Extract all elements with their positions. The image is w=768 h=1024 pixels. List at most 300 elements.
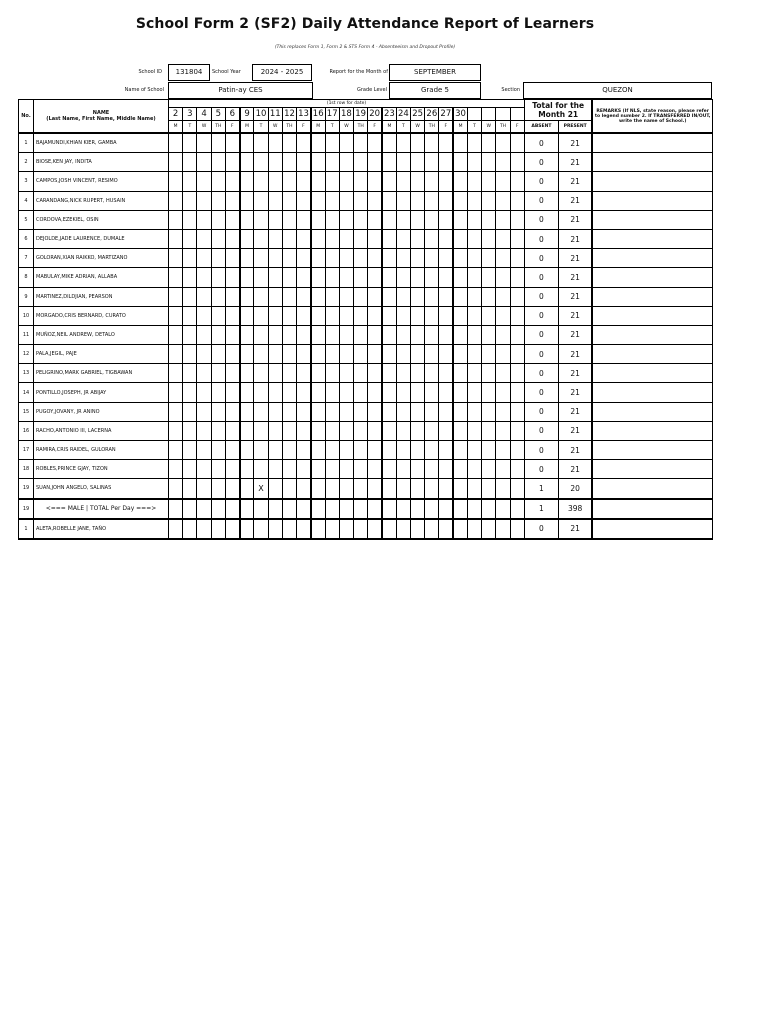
attendance-cell[interactable] bbox=[467, 191, 481, 210]
attendance-cell[interactable] bbox=[297, 402, 311, 421]
attendance-cell[interactable] bbox=[240, 519, 254, 539]
attendance-cell[interactable] bbox=[467, 229, 481, 248]
attendance-cell[interactable] bbox=[496, 133, 510, 153]
attendance-cell[interactable] bbox=[396, 460, 410, 479]
attendance-cell[interactable] bbox=[169, 460, 183, 479]
attendance-cell[interactable] bbox=[425, 325, 439, 344]
attendance-cell[interactable] bbox=[325, 172, 339, 191]
attendance-cell[interactable] bbox=[339, 210, 353, 229]
school-year-field[interactable]: 2024 - 2025 bbox=[252, 64, 312, 81]
attendance-cell[interactable] bbox=[467, 133, 481, 153]
attendance-cell[interactable] bbox=[368, 441, 382, 460]
attendance-cell[interactable] bbox=[368, 153, 382, 172]
attendance-cell[interactable] bbox=[467, 249, 481, 268]
attendance-cell[interactable] bbox=[254, 133, 268, 153]
attendance-cell[interactable] bbox=[354, 345, 368, 364]
attendance-cell[interactable] bbox=[297, 441, 311, 460]
attendance-cell[interactable] bbox=[311, 229, 325, 248]
attendance-cell[interactable] bbox=[439, 479, 453, 499]
attendance-cell[interactable] bbox=[467, 325, 481, 344]
attendance-cell[interactable] bbox=[268, 441, 282, 460]
attendance-cell[interactable] bbox=[268, 479, 282, 499]
attendance-cell[interactable] bbox=[410, 519, 424, 539]
attendance-cell[interactable] bbox=[197, 325, 211, 344]
attendance-cell[interactable] bbox=[240, 249, 254, 268]
attendance-cell[interactable] bbox=[240, 210, 254, 229]
attendance-cell[interactable] bbox=[453, 133, 467, 153]
attendance-cell[interactable] bbox=[482, 402, 496, 421]
attendance-cell[interactable] bbox=[339, 229, 353, 248]
attendance-cell[interactable] bbox=[268, 364, 282, 383]
attendance-cell[interactable] bbox=[240, 402, 254, 421]
attendance-cell[interactable] bbox=[396, 441, 410, 460]
attendance-cell[interactable] bbox=[197, 191, 211, 210]
attendance-cell[interactable] bbox=[339, 364, 353, 383]
attendance-cell[interactable] bbox=[396, 153, 410, 172]
attendance-cell[interactable] bbox=[410, 249, 424, 268]
attendance-cell[interactable] bbox=[311, 402, 325, 421]
attendance-cell[interactable] bbox=[382, 306, 396, 325]
attendance-cell[interactable] bbox=[496, 287, 510, 306]
attendance-cell[interactable] bbox=[240, 441, 254, 460]
attendance-cell[interactable] bbox=[211, 268, 225, 287]
attendance-cell[interactable] bbox=[197, 153, 211, 172]
attendance-cell[interactable] bbox=[225, 325, 239, 344]
attendance-cell[interactable] bbox=[225, 172, 239, 191]
attendance-cell[interactable] bbox=[339, 479, 353, 499]
attendance-cell[interactable] bbox=[240, 191, 254, 210]
attendance-cell[interactable] bbox=[439, 249, 453, 268]
attendance-cell[interactable] bbox=[169, 306, 183, 325]
attendance-cell[interactable] bbox=[439, 325, 453, 344]
attendance-cell[interactable] bbox=[410, 479, 424, 499]
attendance-cell[interactable] bbox=[183, 191, 197, 210]
attendance-cell[interactable] bbox=[254, 153, 268, 172]
attendance-cell[interactable] bbox=[496, 402, 510, 421]
attendance-cell[interactable] bbox=[225, 153, 239, 172]
attendance-cell[interactable] bbox=[183, 268, 197, 287]
attendance-cell[interactable] bbox=[482, 306, 496, 325]
attendance-cell[interactable] bbox=[496, 383, 510, 402]
attendance-cell[interactable] bbox=[425, 364, 439, 383]
attendance-cell[interactable] bbox=[510, 268, 524, 287]
attendance-cell[interactable] bbox=[496, 325, 510, 344]
attendance-cell[interactable] bbox=[339, 153, 353, 172]
attendance-cell[interactable] bbox=[439, 210, 453, 229]
attendance-cell[interactable] bbox=[268, 229, 282, 248]
attendance-cell[interactable] bbox=[211, 306, 225, 325]
attendance-cell[interactable] bbox=[268, 402, 282, 421]
attendance-cell[interactable] bbox=[211, 364, 225, 383]
attendance-cell[interactable] bbox=[197, 229, 211, 248]
attendance-cell[interactable] bbox=[197, 172, 211, 191]
attendance-cell[interactable] bbox=[325, 441, 339, 460]
attendance-cell[interactable] bbox=[354, 191, 368, 210]
attendance-cell[interactable] bbox=[211, 441, 225, 460]
attendance-cell[interactable] bbox=[282, 519, 296, 539]
attendance-cell[interactable] bbox=[311, 383, 325, 402]
attendance-cell[interactable] bbox=[211, 153, 225, 172]
attendance-cell[interactable] bbox=[225, 402, 239, 421]
remarks-cell[interactable] bbox=[592, 249, 712, 268]
attendance-cell[interactable] bbox=[410, 229, 424, 248]
attendance-cell[interactable] bbox=[354, 325, 368, 344]
remarks-cell[interactable] bbox=[592, 460, 712, 479]
attendance-cell[interactable] bbox=[482, 133, 496, 153]
attendance-cell[interactable] bbox=[410, 153, 424, 172]
attendance-cell[interactable] bbox=[382, 479, 396, 499]
attendance-cell[interactable] bbox=[197, 133, 211, 153]
attendance-cell[interactable] bbox=[268, 421, 282, 440]
attendance-cell[interactable] bbox=[240, 364, 254, 383]
remarks-cell[interactable] bbox=[592, 287, 712, 306]
attendance-cell[interactable] bbox=[311, 460, 325, 479]
attendance-cell[interactable] bbox=[482, 479, 496, 499]
attendance-cell[interactable] bbox=[496, 519, 510, 539]
attendance-cell[interactable] bbox=[354, 519, 368, 539]
attendance-cell[interactable] bbox=[467, 402, 481, 421]
attendance-cell[interactable] bbox=[183, 133, 197, 153]
attendance-cell[interactable] bbox=[354, 402, 368, 421]
attendance-cell[interactable] bbox=[339, 383, 353, 402]
attendance-cell[interactable] bbox=[368, 268, 382, 287]
attendance-cell[interactable] bbox=[297, 421, 311, 440]
attendance-cell[interactable] bbox=[396, 133, 410, 153]
attendance-cell[interactable] bbox=[410, 287, 424, 306]
attendance-cell[interactable] bbox=[382, 268, 396, 287]
attendance-cell[interactable] bbox=[297, 268, 311, 287]
attendance-cell[interactable] bbox=[297, 325, 311, 344]
attendance-cell[interactable] bbox=[496, 249, 510, 268]
attendance-cell[interactable] bbox=[510, 153, 524, 172]
attendance-cell[interactable] bbox=[496, 364, 510, 383]
remarks-cell[interactable] bbox=[592, 191, 712, 210]
attendance-cell[interactable] bbox=[396, 421, 410, 440]
remarks-cell[interactable] bbox=[592, 479, 712, 499]
attendance-cell[interactable] bbox=[169, 441, 183, 460]
attendance-cell[interactable] bbox=[439, 460, 453, 479]
remarks-cell[interactable] bbox=[592, 364, 712, 383]
attendance-cell[interactable] bbox=[354, 441, 368, 460]
attendance-cell[interactable] bbox=[510, 229, 524, 248]
attendance-cell[interactable] bbox=[354, 364, 368, 383]
attendance-cell[interactable] bbox=[240, 479, 254, 499]
attendance-cell[interactable] bbox=[311, 364, 325, 383]
attendance-cell[interactable] bbox=[254, 249, 268, 268]
attendance-cell[interactable] bbox=[325, 479, 339, 499]
attendance-cell[interactable] bbox=[396, 249, 410, 268]
attendance-cell[interactable] bbox=[354, 306, 368, 325]
attendance-cell[interactable] bbox=[453, 210, 467, 229]
attendance-cell[interactable] bbox=[311, 519, 325, 539]
attendance-cell[interactable] bbox=[368, 460, 382, 479]
attendance-cell[interactable] bbox=[339, 519, 353, 539]
attendance-cell[interactable] bbox=[325, 249, 339, 268]
attendance-cell[interactable] bbox=[510, 383, 524, 402]
attendance-cell[interactable] bbox=[396, 287, 410, 306]
attendance-cell[interactable] bbox=[325, 191, 339, 210]
attendance-cell[interactable] bbox=[211, 249, 225, 268]
attendance-cell[interactable] bbox=[311, 479, 325, 499]
remarks-cell[interactable] bbox=[592, 172, 712, 191]
attendance-cell[interactable] bbox=[453, 383, 467, 402]
attendance-cell[interactable] bbox=[354, 479, 368, 499]
attendance-cell[interactable] bbox=[482, 345, 496, 364]
attendance-cell[interactable] bbox=[169, 421, 183, 440]
attendance-cell[interactable] bbox=[297, 479, 311, 499]
attendance-cell[interactable] bbox=[425, 345, 439, 364]
attendance-cell[interactable] bbox=[368, 210, 382, 229]
attendance-cell[interactable] bbox=[453, 345, 467, 364]
attendance-cell[interactable] bbox=[240, 229, 254, 248]
attendance-cell[interactable] bbox=[297, 364, 311, 383]
remarks-cell[interactable] bbox=[592, 210, 712, 229]
attendance-cell[interactable] bbox=[297, 306, 311, 325]
attendance-cell[interactable] bbox=[311, 345, 325, 364]
remarks-cell[interactable] bbox=[592, 383, 712, 402]
attendance-cell[interactable] bbox=[311, 133, 325, 153]
attendance-cell[interactable] bbox=[339, 268, 353, 287]
attendance-cell[interactable] bbox=[396, 402, 410, 421]
attendance-cell[interactable] bbox=[225, 345, 239, 364]
attendance-cell[interactable] bbox=[510, 210, 524, 229]
attendance-cell[interactable] bbox=[439, 364, 453, 383]
attendance-cell[interactable] bbox=[467, 172, 481, 191]
attendance-cell[interactable] bbox=[211, 133, 225, 153]
attendance-cell[interactable] bbox=[311, 287, 325, 306]
attendance-cell[interactable] bbox=[183, 229, 197, 248]
attendance-cell[interactable] bbox=[339, 441, 353, 460]
attendance-cell[interactable] bbox=[439, 153, 453, 172]
attendance-cell[interactable] bbox=[396, 268, 410, 287]
attendance-cell[interactable] bbox=[410, 421, 424, 440]
attendance-cell[interactable] bbox=[396, 210, 410, 229]
attendance-cell[interactable] bbox=[410, 345, 424, 364]
attendance-cell[interactable] bbox=[240, 383, 254, 402]
attendance-cell[interactable] bbox=[240, 268, 254, 287]
attendance-cell[interactable] bbox=[169, 172, 183, 191]
attendance-cell[interactable] bbox=[211, 345, 225, 364]
attendance-cell[interactable] bbox=[467, 306, 481, 325]
attendance-cell[interactable] bbox=[439, 402, 453, 421]
attendance-cell[interactable] bbox=[354, 421, 368, 440]
attendance-cell[interactable] bbox=[396, 172, 410, 191]
attendance-cell[interactable] bbox=[282, 345, 296, 364]
attendance-cell[interactable] bbox=[482, 268, 496, 287]
attendance-cell[interactable] bbox=[183, 153, 197, 172]
attendance-cell[interactable] bbox=[482, 441, 496, 460]
attendance-cell[interactable] bbox=[482, 229, 496, 248]
attendance-cell[interactable] bbox=[311, 325, 325, 344]
attendance-cell[interactable] bbox=[183, 364, 197, 383]
remarks-cell[interactable] bbox=[592, 441, 712, 460]
attendance-cell[interactable] bbox=[297, 172, 311, 191]
attendance-cell[interactable] bbox=[297, 287, 311, 306]
attendance-cell[interactable] bbox=[268, 210, 282, 229]
attendance-cell[interactable] bbox=[211, 479, 225, 499]
attendance-cell[interactable] bbox=[382, 383, 396, 402]
attendance-cell[interactable] bbox=[368, 287, 382, 306]
attendance-cell[interactable] bbox=[254, 364, 268, 383]
attendance-cell[interactable] bbox=[339, 172, 353, 191]
attendance-cell[interactable] bbox=[282, 479, 296, 499]
attendance-cell[interactable] bbox=[211, 191, 225, 210]
attendance-cell[interactable] bbox=[311, 191, 325, 210]
attendance-cell[interactable] bbox=[282, 421, 296, 440]
attendance-cell[interactable] bbox=[268, 345, 282, 364]
attendance-cell[interactable] bbox=[325, 402, 339, 421]
attendance-cell[interactable] bbox=[510, 519, 524, 539]
attendance-cell[interactable] bbox=[169, 402, 183, 421]
attendance-cell[interactable] bbox=[169, 249, 183, 268]
attendance-cell[interactable] bbox=[368, 479, 382, 499]
attendance-cell[interactable] bbox=[425, 249, 439, 268]
remarks-cell[interactable] bbox=[592, 229, 712, 248]
attendance-cell[interactable] bbox=[169, 191, 183, 210]
attendance-cell[interactable] bbox=[311, 249, 325, 268]
attendance-cell[interactable] bbox=[339, 460, 353, 479]
attendance-cell[interactable] bbox=[183, 441, 197, 460]
attendance-cell[interactable] bbox=[439, 229, 453, 248]
attendance-cell[interactable] bbox=[240, 460, 254, 479]
attendance-cell[interactable] bbox=[425, 306, 439, 325]
attendance-cell[interactable] bbox=[282, 364, 296, 383]
attendance-cell[interactable] bbox=[183, 325, 197, 344]
attendance-cell[interactable] bbox=[325, 287, 339, 306]
remarks-cell[interactable] bbox=[592, 153, 712, 172]
attendance-cell[interactable] bbox=[410, 268, 424, 287]
attendance-cell[interactable] bbox=[225, 519, 239, 539]
attendance-cell[interactable] bbox=[211, 383, 225, 402]
report-month-field[interactable]: SEPTEMBER bbox=[389, 64, 481, 81]
attendance-cell[interactable] bbox=[197, 460, 211, 479]
attendance-cell[interactable] bbox=[439, 287, 453, 306]
attendance-cell[interactable] bbox=[382, 287, 396, 306]
attendance-cell[interactable] bbox=[496, 345, 510, 364]
attendance-cell[interactable] bbox=[169, 268, 183, 287]
attendance-cell[interactable] bbox=[169, 325, 183, 344]
remarks-cell[interactable] bbox=[592, 306, 712, 325]
attendance-cell[interactable] bbox=[482, 421, 496, 440]
attendance-cell[interactable] bbox=[496, 191, 510, 210]
attendance-cell[interactable] bbox=[325, 306, 339, 325]
attendance-cell[interactable] bbox=[354, 287, 368, 306]
attendance-cell[interactable] bbox=[482, 383, 496, 402]
attendance-cell[interactable] bbox=[368, 172, 382, 191]
attendance-cell[interactable] bbox=[169, 345, 183, 364]
attendance-cell[interactable] bbox=[453, 364, 467, 383]
attendance-cell[interactable] bbox=[240, 306, 254, 325]
attendance-cell[interactable] bbox=[439, 191, 453, 210]
attendance-cell[interactable] bbox=[325, 519, 339, 539]
attendance-cell[interactable] bbox=[439, 441, 453, 460]
attendance-cell[interactable] bbox=[183, 421, 197, 440]
attendance-cell[interactable] bbox=[268, 191, 282, 210]
attendance-cell[interactable] bbox=[482, 191, 496, 210]
attendance-cell[interactable] bbox=[169, 133, 183, 153]
attendance-cell[interactable] bbox=[254, 172, 268, 191]
attendance-cell[interactable] bbox=[183, 479, 197, 499]
attendance-cell[interactable] bbox=[325, 229, 339, 248]
attendance-cell[interactable] bbox=[197, 519, 211, 539]
school-name-field[interactable]: Patin-ay CES bbox=[168, 82, 313, 99]
attendance-cell[interactable] bbox=[467, 210, 481, 229]
attendance-cell[interactable] bbox=[254, 287, 268, 306]
attendance-cell[interactable] bbox=[240, 133, 254, 153]
attendance-cell[interactable] bbox=[368, 229, 382, 248]
attendance-cell[interactable] bbox=[496, 268, 510, 287]
attendance-cell[interactable] bbox=[183, 402, 197, 421]
attendance-cell[interactable] bbox=[254, 229, 268, 248]
attendance-cell[interactable] bbox=[325, 345, 339, 364]
attendance-cell[interactable] bbox=[410, 210, 424, 229]
attendance-cell[interactable] bbox=[254, 191, 268, 210]
attendance-cell[interactable] bbox=[282, 268, 296, 287]
attendance-cell[interactable] bbox=[382, 325, 396, 344]
attendance-cell[interactable] bbox=[254, 383, 268, 402]
attendance-cell[interactable] bbox=[510, 249, 524, 268]
attendance-cell[interactable] bbox=[225, 191, 239, 210]
attendance-cell[interactable] bbox=[339, 287, 353, 306]
attendance-cell[interactable] bbox=[510, 421, 524, 440]
attendance-cell[interactable] bbox=[453, 287, 467, 306]
attendance-cell[interactable] bbox=[425, 133, 439, 153]
attendance-cell[interactable] bbox=[425, 460, 439, 479]
attendance-cell[interactable] bbox=[425, 421, 439, 440]
attendance-cell[interactable] bbox=[510, 325, 524, 344]
attendance-cell[interactable] bbox=[282, 402, 296, 421]
attendance-cell[interactable] bbox=[254, 345, 268, 364]
attendance-cell[interactable] bbox=[425, 383, 439, 402]
attendance-cell[interactable] bbox=[282, 153, 296, 172]
remarks-cell[interactable] bbox=[592, 268, 712, 287]
school-id-field[interactable]: 131804 bbox=[168, 64, 210, 81]
attendance-cell[interactable] bbox=[268, 325, 282, 344]
attendance-cell[interactable] bbox=[354, 172, 368, 191]
attendance-cell[interactable] bbox=[467, 268, 481, 287]
attendance-cell[interactable] bbox=[297, 153, 311, 172]
attendance-cell[interactable] bbox=[240, 421, 254, 440]
attendance-cell[interactable] bbox=[410, 364, 424, 383]
attendance-cell[interactable] bbox=[467, 364, 481, 383]
attendance-cell[interactable] bbox=[354, 383, 368, 402]
attendance-cell[interactable] bbox=[240, 325, 254, 344]
attendance-cell[interactable] bbox=[439, 383, 453, 402]
attendance-cell[interactable] bbox=[467, 345, 481, 364]
attendance-cell[interactable] bbox=[311, 421, 325, 440]
attendance-cell[interactable] bbox=[268, 519, 282, 539]
attendance-cell[interactable] bbox=[453, 191, 467, 210]
attendance-cell[interactable] bbox=[368, 383, 382, 402]
attendance-cell[interactable] bbox=[282, 306, 296, 325]
attendance-cell[interactable] bbox=[410, 306, 424, 325]
attendance-cell[interactable] bbox=[183, 287, 197, 306]
attendance-cell[interactable] bbox=[282, 229, 296, 248]
attendance-cell[interactable] bbox=[297, 345, 311, 364]
attendance-cell[interactable] bbox=[325, 268, 339, 287]
attendance-cell[interactable] bbox=[268, 306, 282, 325]
attendance-cell[interactable] bbox=[225, 460, 239, 479]
attendance-cell[interactable] bbox=[268, 268, 282, 287]
attendance-cell[interactable] bbox=[467, 383, 481, 402]
attendance-cell[interactable] bbox=[439, 519, 453, 539]
attendance-cell[interactable] bbox=[254, 402, 268, 421]
attendance-cell[interactable] bbox=[496, 153, 510, 172]
attendance-cell[interactable] bbox=[211, 229, 225, 248]
attendance-cell[interactable] bbox=[496, 229, 510, 248]
attendance-cell[interactable] bbox=[197, 210, 211, 229]
attendance-cell[interactable] bbox=[396, 306, 410, 325]
